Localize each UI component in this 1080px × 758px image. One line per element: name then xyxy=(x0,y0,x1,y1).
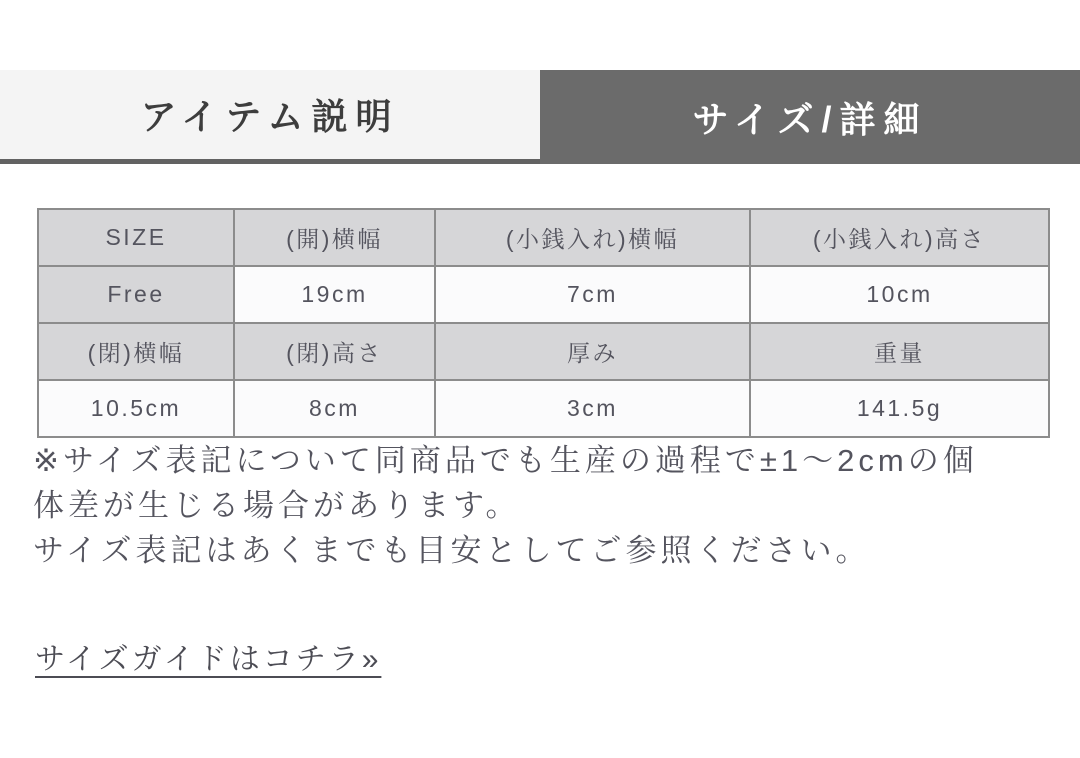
size-note-line: 体差が生じる場合があります。 xyxy=(33,488,521,523)
table-value-cell: 10cm xyxy=(750,266,1049,323)
table-value-cell: 3cm xyxy=(435,380,750,437)
tab-item-description[interactable] xyxy=(0,70,540,164)
size-note xyxy=(33,438,1055,573)
size-note-line: ※サイズ表記について同商品でも生産の過程で±1〜2cmの個 xyxy=(33,443,978,478)
size-table xyxy=(37,208,1050,438)
tab-bar xyxy=(0,70,1080,164)
table-header-cell: SIZE xyxy=(38,209,234,266)
table-value-cell: 141.5g xyxy=(750,380,1049,437)
table-header-cell: (開)横幅 xyxy=(234,209,435,266)
tab-size-details[interactable] xyxy=(540,70,1080,164)
table-header-cell: 重量 xyxy=(750,323,1049,380)
tab-size-details-label: サイズ/詳細 xyxy=(692,98,928,140)
table-value-cell: 8cm xyxy=(234,380,435,437)
table-value-cell: 19cm xyxy=(234,266,435,323)
table-value-cell: 7cm xyxy=(435,266,750,323)
table-value-row-2 xyxy=(38,380,1049,437)
table-header-row-1 xyxy=(38,209,1049,266)
table-header-cell: (閉)高さ xyxy=(234,323,435,380)
table-header-cell: (小銭入れ)高さ xyxy=(750,209,1049,266)
table-value-cell: 10.5cm xyxy=(38,380,234,437)
table-value-cell: Free xyxy=(38,266,234,323)
table-header-cell: 厚み xyxy=(435,323,750,380)
tab-item-description-label: アイテム説明 xyxy=(140,96,400,137)
size-note-line: サイズ表記はあくまでも目安としてご参照ください。 xyxy=(33,533,871,568)
table-header-cell: (閉)横幅 xyxy=(38,323,234,380)
size-guide-link[interactable]: サイズガイドはコチラ» xyxy=(35,643,382,676)
table-value-row-1 xyxy=(38,266,1049,323)
table-header-row-2 xyxy=(38,323,1049,380)
table-header-cell: (小銭入れ)横幅 xyxy=(435,209,750,266)
